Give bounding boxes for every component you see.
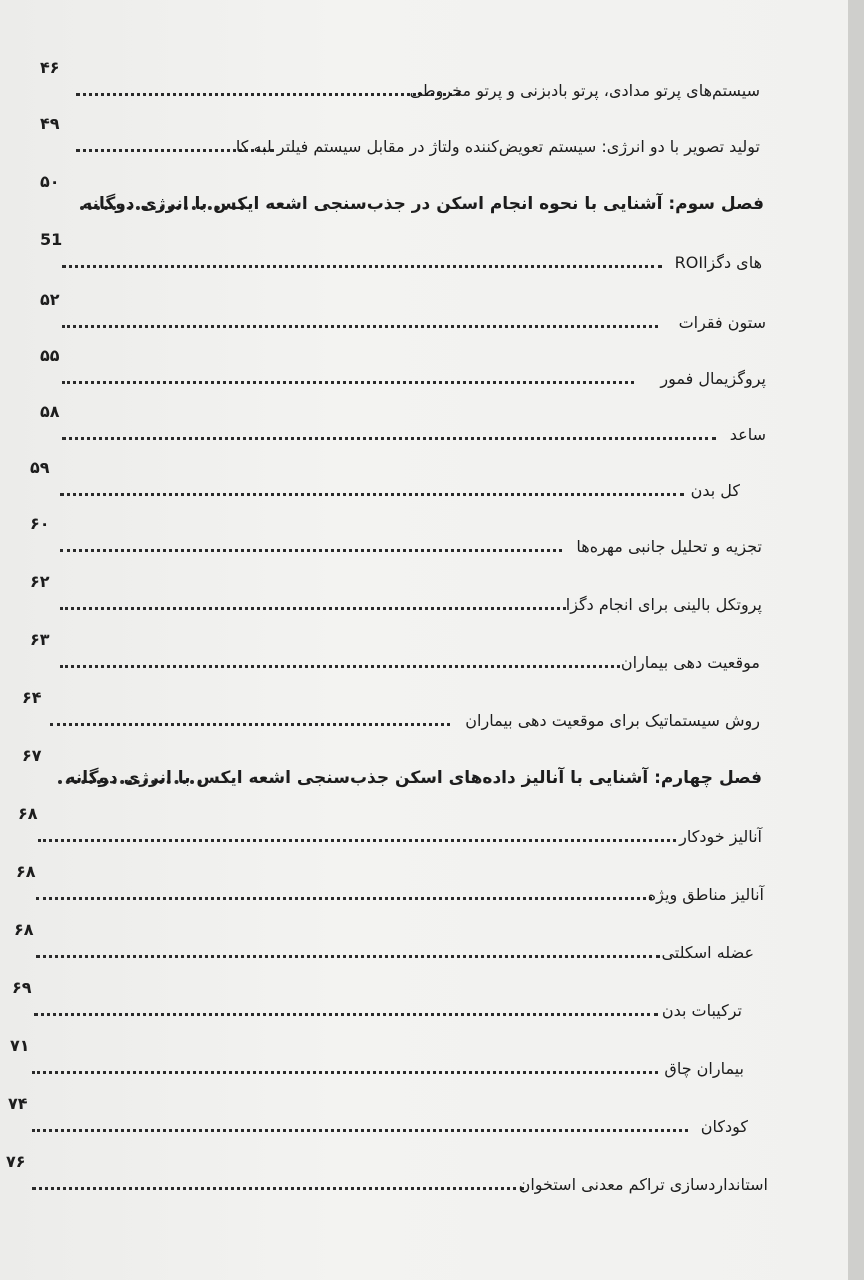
page-number: ۴۶ <box>40 58 60 77</box>
toc-entry <box>40 230 762 272</box>
toc-entry <box>6 1152 768 1194</box>
page-number: ۶۰ <box>30 514 50 533</box>
page-number: ۷۶ <box>6 1152 26 1171</box>
toc-entry <box>16 862 764 904</box>
page-number: ۵۸ <box>40 402 60 421</box>
page-number: ۵۰ <box>40 172 60 191</box>
page-number: ۶۸ <box>16 862 36 881</box>
page-number: ۶۸ <box>18 804 38 823</box>
dot-leader <box>60 665 620 668</box>
dot-leader <box>60 607 566 610</box>
entry-title: فصل چهارم: آشنایی با آنالیز داده‌های اسکن جذب‌سنجی اشعه ایکس با انرژی دوگانه <box>65 768 762 788</box>
toc-entry <box>30 630 760 672</box>
page-edge-shadow <box>848 0 864 1280</box>
entry-title: تجزیه و تحلیل جانبی مهره‌ها <box>576 537 762 556</box>
dot-leader <box>32 1071 658 1074</box>
toc-chapter-entry <box>40 172 764 214</box>
page-number: ۶۹ <box>12 978 32 997</box>
entry-title: موقعیت دهی بیماران <box>620 653 760 672</box>
toc-entry <box>40 346 766 388</box>
toc-entry <box>40 114 760 156</box>
dot-leader <box>60 549 562 552</box>
dot-leader <box>34 1013 658 1016</box>
entry-title: پروگزیمال فمور <box>660 369 766 388</box>
toc-entry <box>14 920 754 962</box>
toc-chapter-entry <box>22 746 762 788</box>
page-number: ۶۳ <box>30 630 50 649</box>
entry-title: کل بدن <box>690 481 740 500</box>
entry-title: آنالیز مناطق ویژه <box>647 885 764 904</box>
dot-leader <box>50 723 450 726</box>
toc-entry <box>40 402 766 444</box>
entry-title: روش سیستماتیک برای موقعیت دهی بیماران <box>465 711 760 730</box>
entry-title: فصل سوم: آشنایی با نحوه انجام اسکن در جذب‌سنجی اشعه ایکس با انرژی دوگانه <box>82 194 764 214</box>
dot-leader <box>62 325 658 328</box>
entry-title: تولید تصویر با دو انرژی: سیستم تعویض‌کننده ولتاژ در مقابل سیستم فیلتر لبه کا <box>235 137 760 156</box>
page-number: 51 <box>40 230 63 249</box>
entry-title: استانداردسازی تراکم معدنی استخوان <box>518 1175 768 1194</box>
toc-entry <box>30 514 762 556</box>
entry-title: ROI‌های دگزا <box>674 253 762 272</box>
entry-title: سیستم‌های پرتو مدادی، پرتو بادبزنی و پرتو مخروطی <box>409 81 760 100</box>
toc-entry <box>10 1036 744 1078</box>
page-number: ۷۴ <box>8 1094 28 1113</box>
page-number: ۶۷ <box>22 746 42 765</box>
dot-leader <box>32 1129 688 1132</box>
dot-leader <box>62 381 634 384</box>
page-number: ۵۵ <box>40 346 60 365</box>
entry-title: آنالیز خودکار <box>679 827 762 846</box>
dot-leader <box>36 955 660 958</box>
entry-title: کودکان <box>700 1117 748 1136</box>
dot-leader <box>62 265 662 268</box>
dot-leader <box>62 437 716 440</box>
dot-leader <box>60 493 684 496</box>
dot-leader <box>76 93 460 96</box>
page-number: ۶۴ <box>22 688 42 707</box>
entry-title: عضله اسکلتی <box>661 943 754 962</box>
page-number: ۶۸ <box>14 920 34 939</box>
dot-leader <box>32 1187 524 1190</box>
dot-leader <box>36 897 652 900</box>
toc-entry <box>30 572 762 614</box>
toc-entry <box>8 1094 748 1136</box>
toc-entry <box>18 804 762 846</box>
toc-entry <box>22 688 760 730</box>
entry-title: پروتکل بالینی برای انجام دگزا <box>565 595 762 614</box>
dot-leader <box>38 839 676 842</box>
page-number: ۶۲ <box>30 572 50 591</box>
entry-title: ساعد <box>729 425 766 444</box>
toc-entry <box>40 58 760 100</box>
page-number: ۴۹ <box>40 114 60 133</box>
entry-title: ستون فقرات <box>678 313 766 332</box>
entry-title: ترکیبات بدن <box>661 1001 742 1020</box>
toc-entry <box>40 290 766 332</box>
page-number: ۵۹ <box>30 458 50 477</box>
page-number: ۷۱ <box>10 1036 30 1055</box>
entry-title: بیماران چاق <box>664 1059 744 1078</box>
toc-entry <box>12 978 742 1020</box>
toc-entry <box>30 458 740 500</box>
page-number: ۵۲ <box>40 290 60 309</box>
